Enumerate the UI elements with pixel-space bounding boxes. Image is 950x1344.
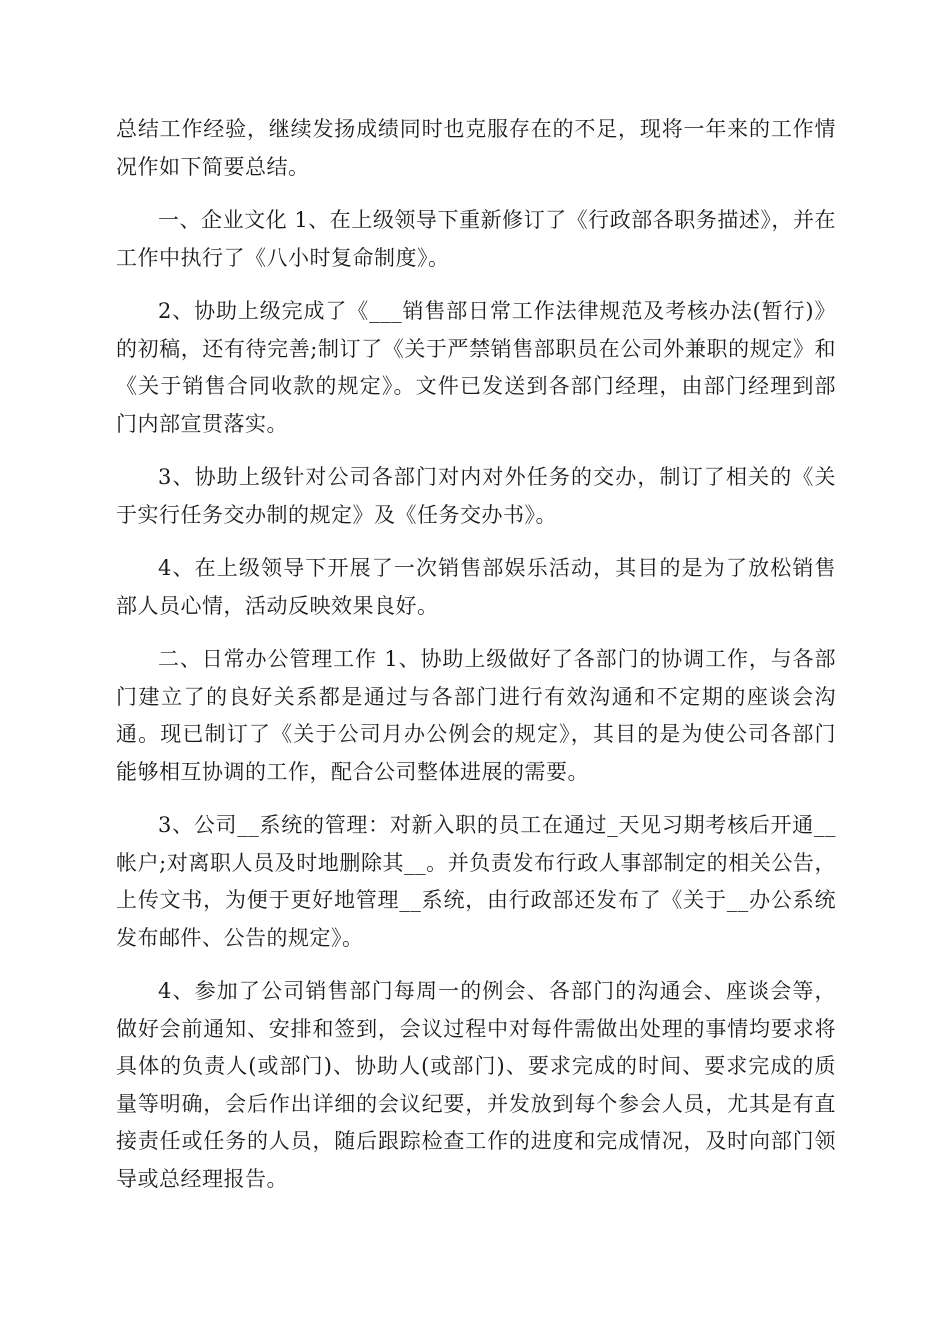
document-body	[116, 111, 836, 1214]
paragraph-office-management-4: 4、参加了公司销售部门每周一的例会、各部门的沟通会、座谈会等，做好会前通知、安排和签到，会议过程中对每件需做出处理的事情均要求将具体的负责人(或部门)、协助人(或部门)、要求完成的时间、要求完成的质量等明确，会后作出详细的会议纪要，并发放到每个参会人员，尤其是有直接责任或任务的人员，随后跟踪检查工作的进度和完成情况，及时向部门领导或总经理报告。	[116, 979, 836, 1191]
paragraph-corporate-culture-1: 一、企业文化 1、在上级领导下重新修订了《行政部各职务描述》，并在工作中执行了《八小时复命制度》。	[116, 208, 836, 270]
paragraph-corporate-culture-3: 3、协助上级针对公司各部门对内对外任务的交办，制订了相关的《关于实行任务交办制的规定》及《任务交办书》。	[116, 465, 836, 527]
paragraph-office-management-3: 3、公司__系统的管理：对新入职的员工在通过_天见习期考核后开通__帐户;对离职人员及时地删除其__。并负责发布行政人事部制定的相关公告，上传文书，为便于更好地管理__系统，由行政部还发布了《关于__办公系统发布邮件、公告的规定》。	[116, 813, 836, 950]
paragraph-corporate-culture-4: 4、在上级领导下开展了一次销售部娱乐活动，其目的是为了放松销售部人员心情，活动反映效果良好。	[116, 556, 836, 618]
paragraph-corporate-culture-2: 2、协助上级完成了《___销售部日常工作法律规范及考核办法(暂行)》的初稿，还有待完善;制订了《关于严禁销售部职员在公司外兼职的规定》和《关于销售合同收款的规定》。文件已发送到各部门经理，由部门经理到部门内部宣贯落实。	[116, 299, 836, 436]
paragraph-office-management-1: 二、日常办公管理工作 1、协助上级做好了各部门的协调工作，与各部门建立了的良好关系都是通过与各部门进行有效沟通和不定期的座谈会沟通。现已制订了《关于公司月办公例会的规定》，其目的是为使公司各部门能够相互协调的工作，配合公司整体进展的需要。	[116, 647, 836, 784]
paragraph-intro: 总结工作经验，继续发扬成绩同时也克服存在的不足，现将一年来的工作情况作如下简要总结。	[116, 117, 836, 179]
